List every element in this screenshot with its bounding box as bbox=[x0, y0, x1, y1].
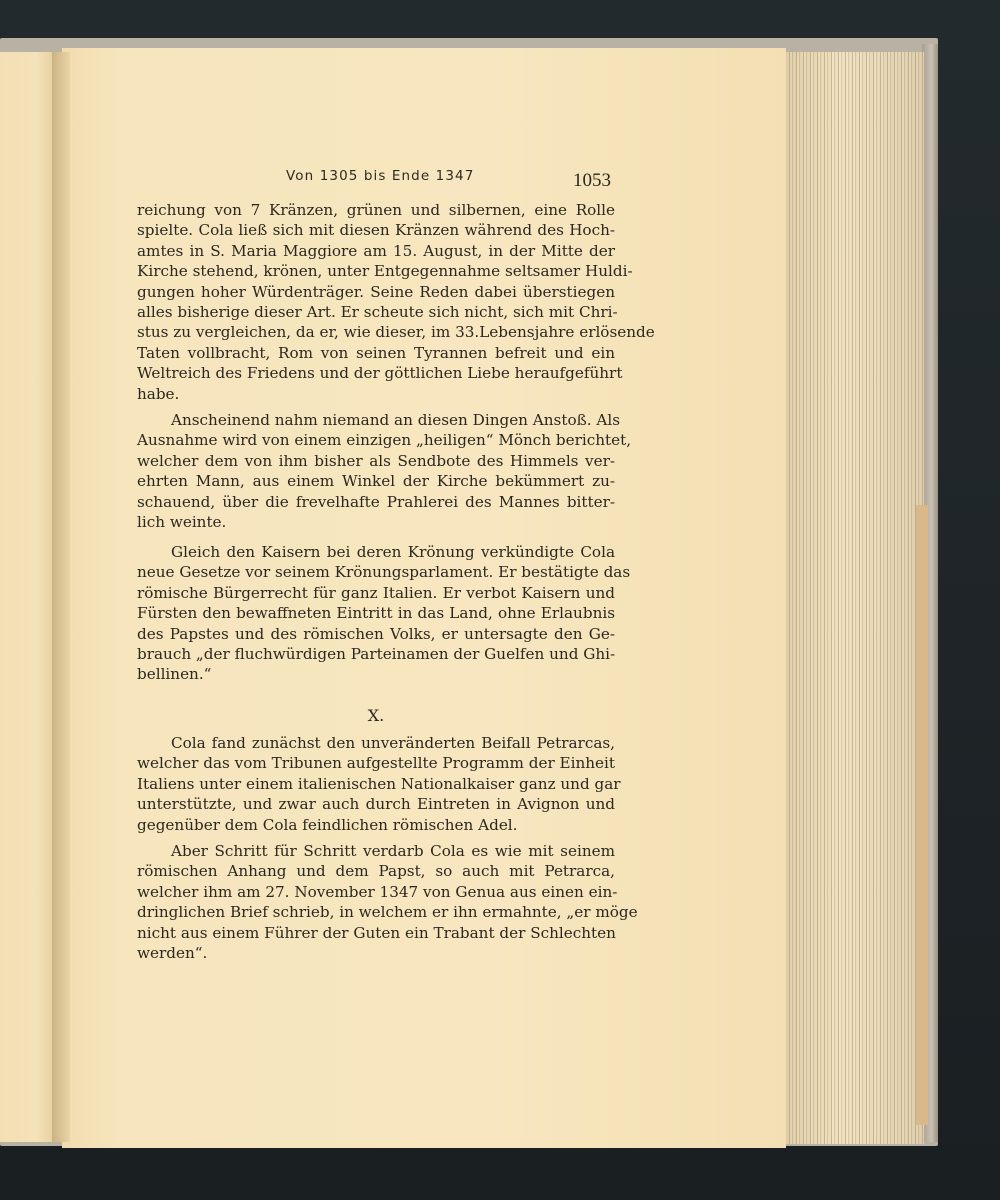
text-line: stus zu vergleichen, da er, wie dieser, im 33.Lebensjahre erlösende bbox=[137, 323, 655, 342]
running-head: Von 1305 bis Ende 1347 bbox=[286, 168, 475, 184]
text-line: Fürsten den bewaffneten Eintritt in das Land, ohne Erlaubnis bbox=[137, 604, 615, 623]
text-line: Italiens unter einem italienischen Nationalkaiser ganz und gar bbox=[137, 774, 621, 793]
text-line: welcher das vom Tribunen aufgestellte Programm der Einheit bbox=[137, 754, 615, 773]
text-line: dringlichen Brief schrieb, in welchem er ihn ermahnte, „er möge bbox=[137, 903, 638, 922]
text-line: schauend, über die frevelhafte Prahlerei des Mannes bitter- bbox=[137, 492, 615, 511]
text-line: werden“. bbox=[137, 944, 208, 963]
text-line: gegenüber dem Cola feindlichen römischen Adel. bbox=[137, 815, 518, 834]
text-line: reichung von 7 Kränzen, grünen und silbernen, eine Rolle bbox=[137, 201, 615, 219]
paragraph bbox=[137, 841, 638, 963]
text-line: gungen hoher Würdenträger. Seine Reden dabei überstiegen bbox=[137, 282, 615, 301]
text-line: römischen Anhang und dem Papst, so auch mit Petrarca, bbox=[137, 862, 615, 881]
book-gutter bbox=[52, 52, 70, 1142]
left-page bbox=[0, 52, 60, 1142]
text-line: ehrten Mann, aus einem Winkel der Kirche bekümmert zu- bbox=[137, 472, 615, 491]
paragraph bbox=[137, 542, 631, 685]
text-line: Gleich den Kaisern bei deren Krönung verkündigte Cola bbox=[171, 543, 615, 561]
text-line: nicht aus einem Führer der Guten ein Trabant der Schlechten bbox=[137, 923, 616, 942]
text-line: bellinen.“ bbox=[137, 665, 212, 684]
section-heading: X. bbox=[367, 706, 385, 725]
text-line: amtes in S. Maria Maggiore am 15. August, in der Mitte der bbox=[137, 241, 615, 260]
page-number: 1053 bbox=[573, 170, 611, 191]
text-line: habe. bbox=[137, 384, 180, 403]
paragraph bbox=[137, 200, 655, 404]
text-line: welcher dem von ihm bisher als Sendbote des Himmels ver- bbox=[137, 451, 615, 470]
text-line: Cola fand zunächst den unveränderten Beifall Petrarcas, bbox=[171, 734, 615, 752]
page-stack-shading bbox=[786, 52, 924, 1144]
text-line: brauch „der fluchwürdigen Parteinamen der Guelfen und Ghi- bbox=[137, 645, 616, 664]
text-line: des Papstes und des römischen Volks, er untersagte den Ge- bbox=[137, 624, 615, 643]
text-line: Taten vollbracht, Rom von seinen Tyrannen befreit und ein bbox=[137, 343, 615, 362]
text-line: Anscheinend nahm niemand an diesen Dingen Anstoß. Als bbox=[171, 411, 621, 429]
text-line: spielte. Cola ließ sich mit diesen Kränzen während des Hoch- bbox=[137, 221, 615, 240]
page-edge-tab bbox=[916, 505, 928, 1125]
text-line: welcher ihm am 27. November 1347 von Genua aus einen ein- bbox=[137, 882, 618, 901]
text-line: alles bisherige dieser Art. Er scheute sich nicht, sich mit Chri- bbox=[137, 303, 618, 322]
text-line: lich weinte. bbox=[137, 513, 227, 532]
text-line: unterstützte, und zwar auch durch Eintreten in Avignon und bbox=[137, 795, 615, 814]
paragraph bbox=[137, 410, 632, 532]
text-line: Kirche stehend, krönen, unter Entgegennahme seltsamer Huldi- bbox=[137, 262, 633, 281]
text-line: Ausnahme wird von einem einzigen „heiligen“ Mönch berichtet, bbox=[137, 431, 632, 450]
text-line: römische Bürgerrecht für ganz Italien. Er verbot Kaisern und bbox=[137, 583, 615, 602]
paragraph bbox=[137, 733, 621, 835]
text-line: Weltreich des Friedens und der göttlichen Liebe heraufgeführt bbox=[137, 364, 623, 383]
text-line: neue Gesetze vor seinem Krönungsparlament. Er bestätigte das bbox=[137, 563, 631, 582]
text-line: Aber Schritt für Schritt verdarb Cola es wie mit seinem bbox=[171, 842, 615, 860]
